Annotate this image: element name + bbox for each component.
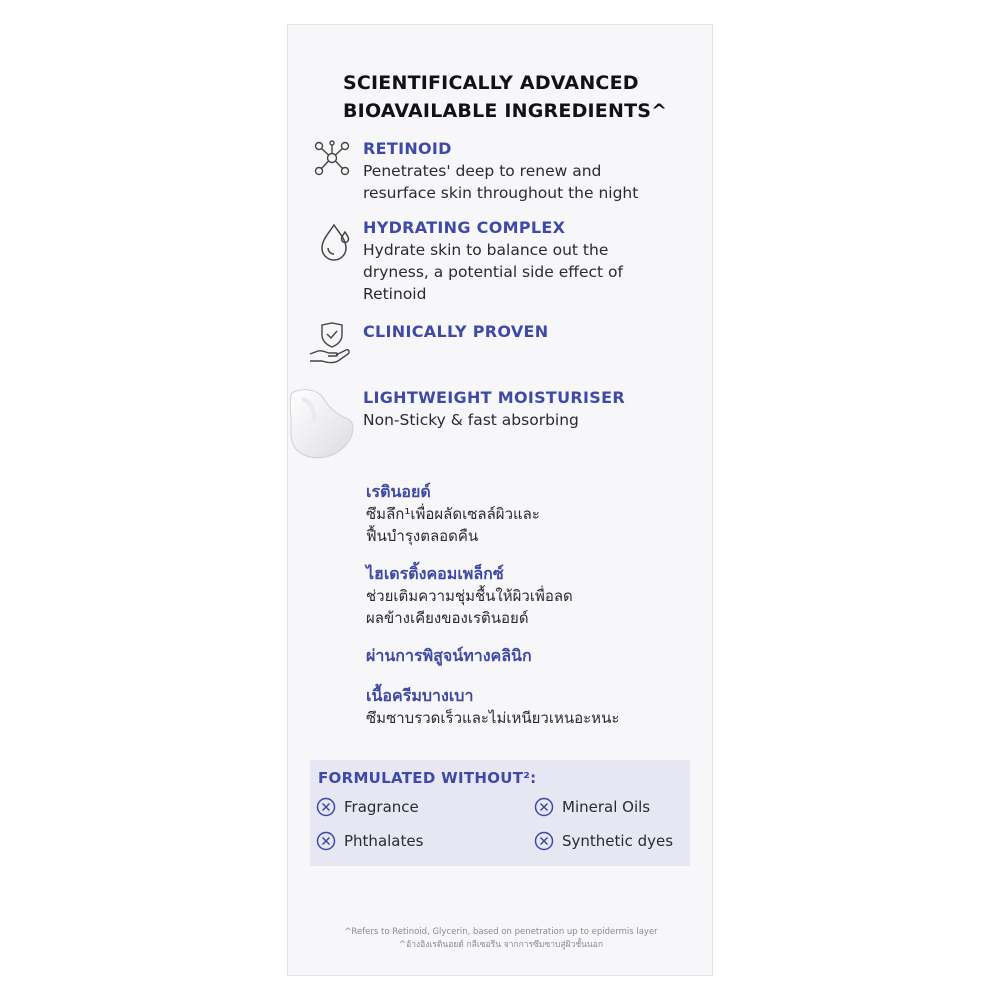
cross-circle-icon xyxy=(316,831,336,851)
feature-desc-line: dryness, a potential side effect of xyxy=(363,263,623,281)
product-info-panel xyxy=(287,24,713,976)
shield-hand-icon xyxy=(308,321,354,367)
cross-circle-icon xyxy=(316,797,336,817)
cream-swatch xyxy=(288,385,358,465)
feature-lightweight-moisturiser xyxy=(363,387,625,431)
thai-desc-line: ช่วยเติมความชุ่มชื้นให้ผิวเพื่อลด xyxy=(366,587,573,605)
thai-title: เรตินอยด์ xyxy=(366,482,431,501)
feature-hydrating-complex xyxy=(363,217,623,305)
without-item-label: Mineral Oils xyxy=(562,798,651,816)
feature-title: LIGHTWEIGHT MOISTURISER xyxy=(363,388,625,407)
without-item-label: Phthalates xyxy=(344,832,424,850)
thai-clinically-proven xyxy=(366,645,532,667)
without-item-mineral-oils xyxy=(534,797,650,817)
without-item-phthalates xyxy=(316,831,423,851)
thai-title: เนื้อครีมบางเบา xyxy=(366,686,474,705)
feature-desc-line: Hydrate skin to balance out the xyxy=(363,241,609,259)
thai-hydrating-complex xyxy=(366,563,573,629)
thai-lightweight xyxy=(366,685,619,729)
thai-retinoid xyxy=(366,481,540,547)
thai-desc-line: ฟื้นบำรุงตลอดคืน xyxy=(366,527,479,545)
feature-desc-line: Penetrates' deep to renew and xyxy=(363,162,602,180)
without-item-fragrance xyxy=(316,797,419,817)
feature-desc-line: Non-Sticky & fast absorbing xyxy=(363,411,579,429)
feature-title: HYDRATING COMPLEX xyxy=(363,218,566,237)
without-item-label: Fragrance xyxy=(344,798,419,816)
feature-desc-line: resurface skin throughout the night xyxy=(363,184,639,202)
feature-desc-line: Retinoid xyxy=(363,285,427,303)
thai-desc-line: ซึมลึก¹เพื่อผลัดเซลล์ผิวและ xyxy=(366,505,540,523)
formulated-without-title: FORMULATED WITHOUT²: xyxy=(318,769,537,787)
feature-title: RETINOID xyxy=(363,139,452,158)
thai-title: ผ่านการพิสูจน์ทางคลินิก xyxy=(366,646,532,665)
without-item-synthetic-dyes xyxy=(534,831,673,851)
heading-line-2: BIOAVAILABLE INGREDIENTS^ xyxy=(343,100,668,122)
formulated-without-box xyxy=(310,760,690,866)
molecule-icon xyxy=(313,138,351,178)
thai-title: ไฮเดรติ้งคอมเพล็กซ์ xyxy=(366,564,504,583)
thai-desc-line: ผลข้างเคียงของเรตินอยด์ xyxy=(366,609,529,627)
feature-clinically-proven xyxy=(363,321,548,343)
main-heading xyxy=(343,69,667,125)
footnote-english: ^Refers to Retinoid, Glycerin, based on penetration up to epidermis layer xyxy=(344,927,658,937)
feature-title: CLINICALLY PROVEN xyxy=(363,322,549,341)
without-item-label: Synthetic dyes xyxy=(562,832,674,850)
cross-circle-icon xyxy=(534,831,554,851)
footnote-thai: ^อ้างอิงเรตินอยด์ กลีเซอรีน จากการซึมซาบสู่ผิวชั้นนอก xyxy=(398,940,603,950)
heading-line-1: SCIENTIFICALLY ADVANCED xyxy=(343,72,639,94)
thai-desc-line: ซึมซาบรวดเร็วและไม่เหนียวเหนอะหนะ xyxy=(366,709,620,727)
cross-circle-icon xyxy=(534,797,554,817)
feature-retinoid xyxy=(363,138,638,204)
water-drop-icon xyxy=(318,221,354,265)
